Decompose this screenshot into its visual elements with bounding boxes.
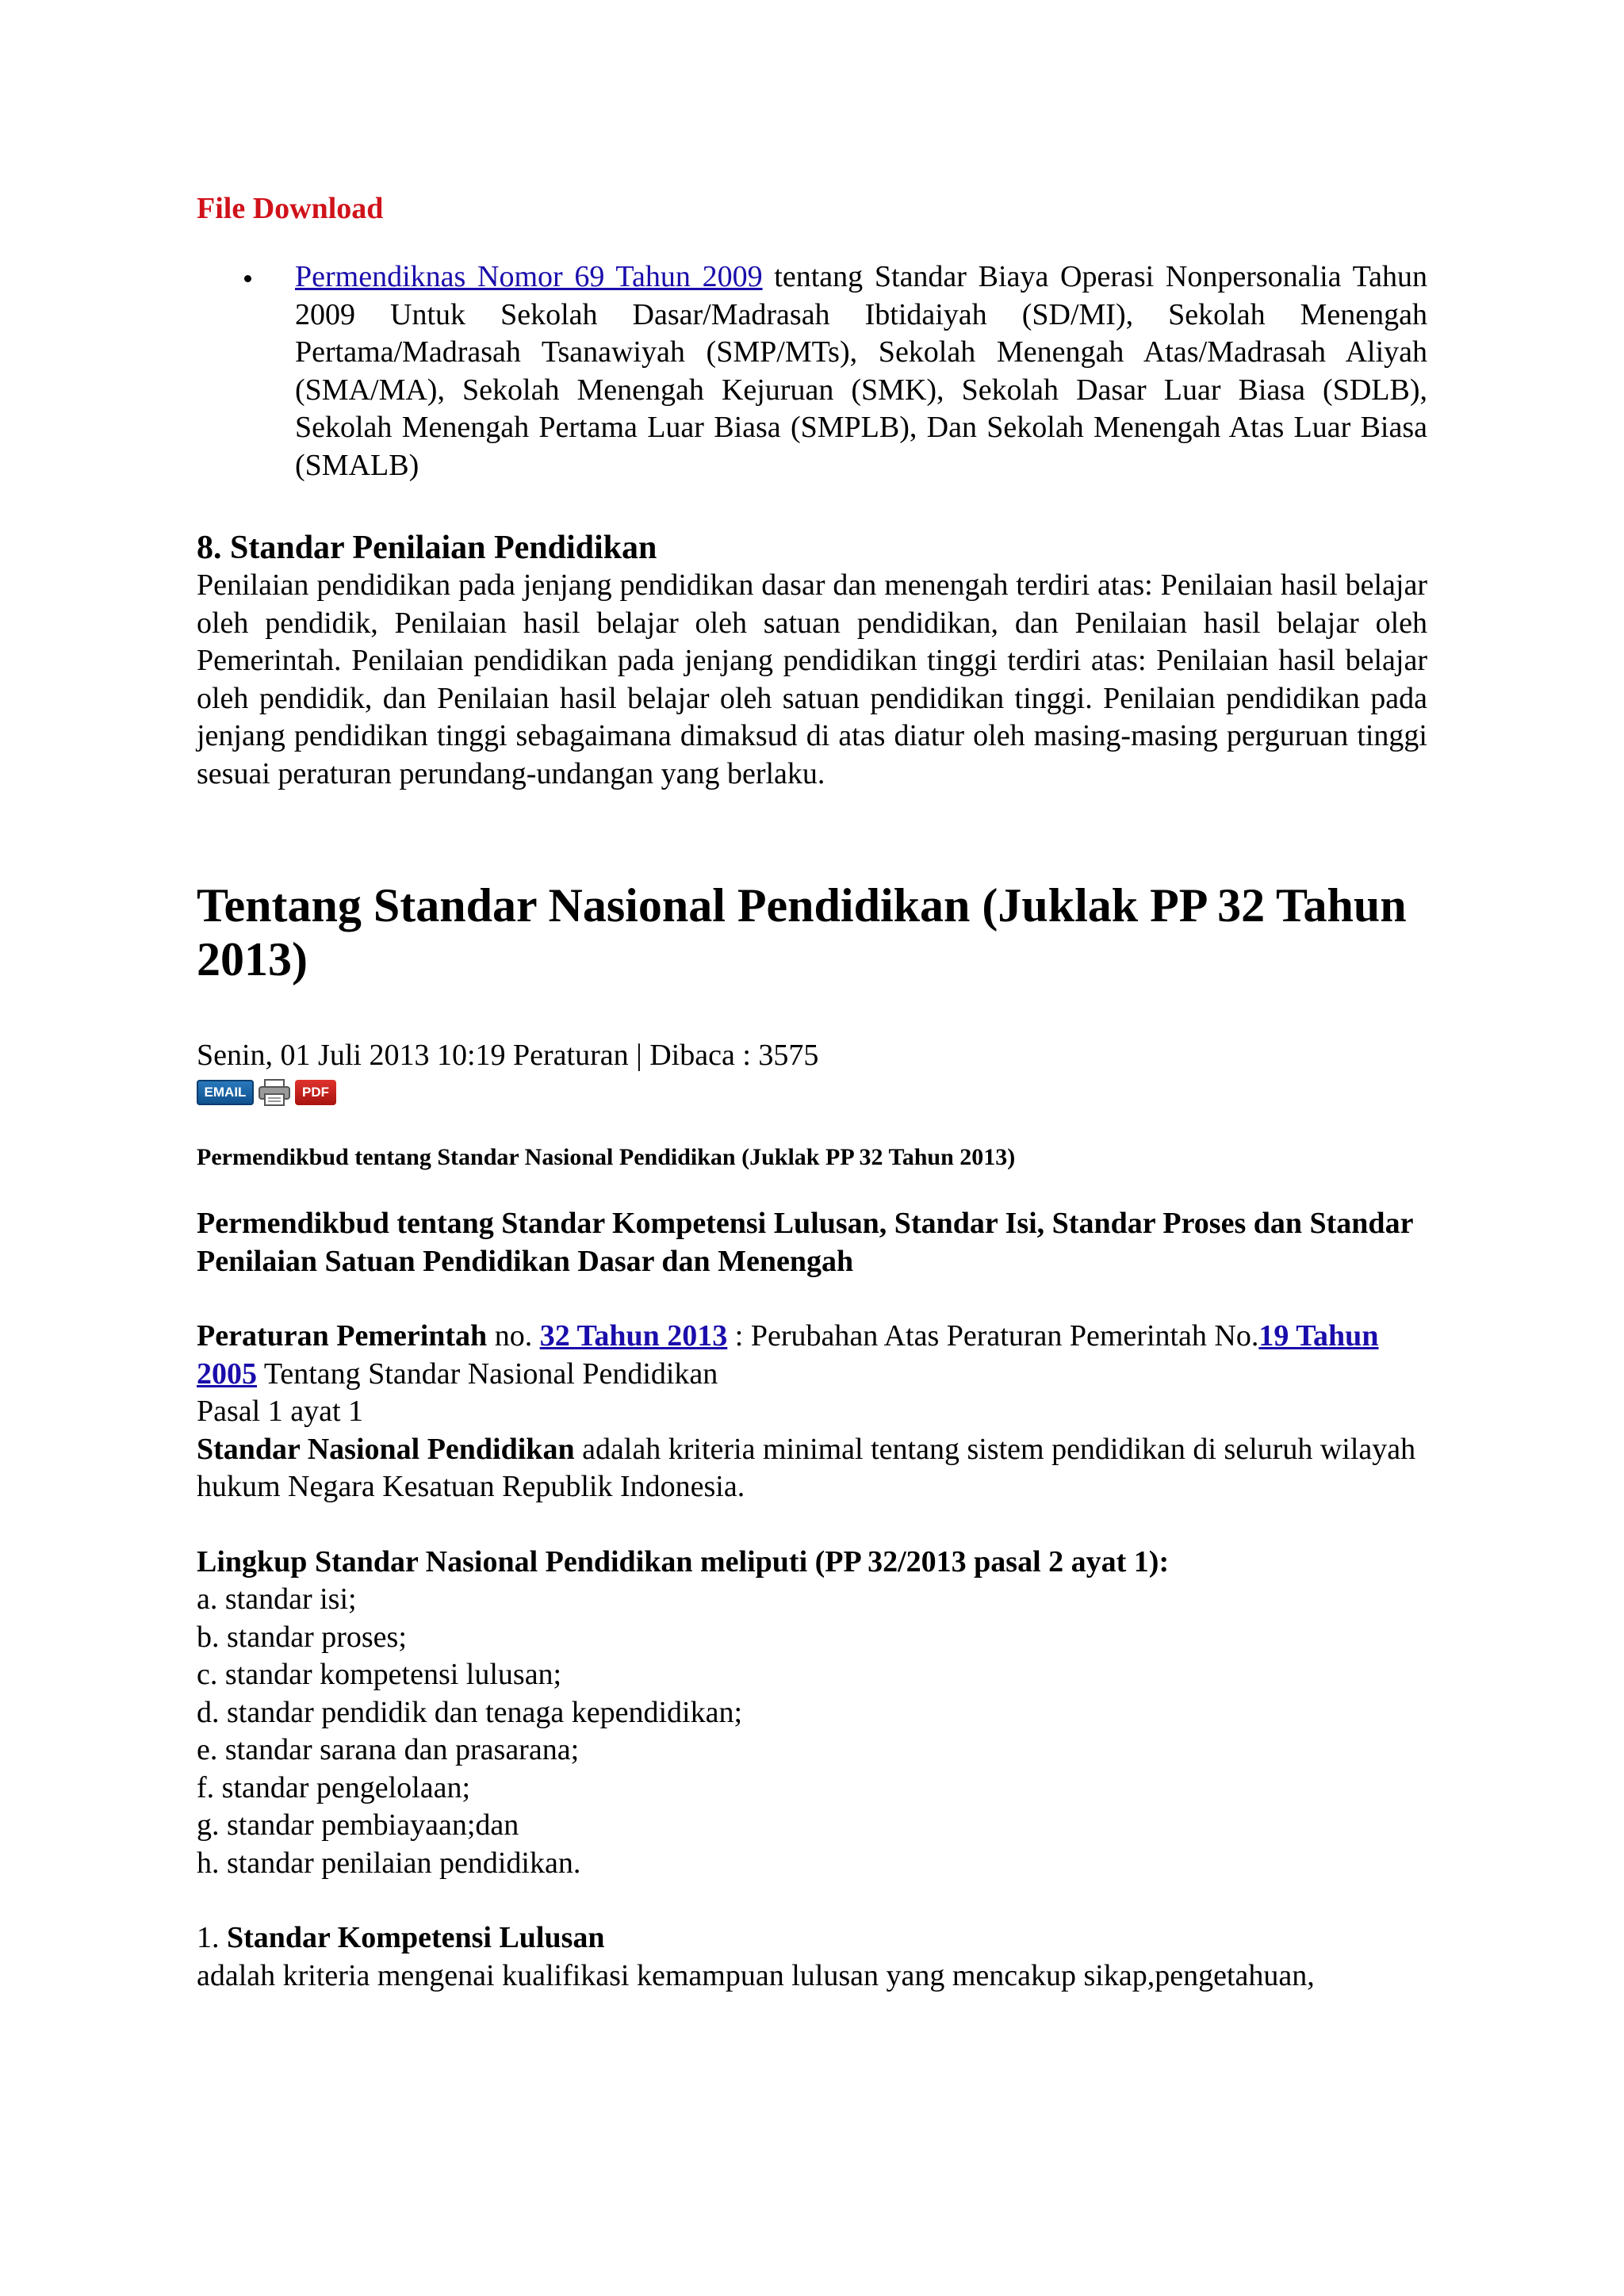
bullet-icon <box>244 275 251 282</box>
permendiknas-69-link[interactable]: Permendiknas Nomor 69 Tahun 2009 <box>295 260 763 293</box>
article-meta: Senin, 01 Juli 2013 10:19 Peraturan | Dibaca : 3575 <box>197 1039 819 1072</box>
article-subtitle: Permendikbud tentang Standar Nasional Pendidikan (Juklak PP 32 Tahun 2013) <box>197 1144 1016 1170</box>
regulation-prefix: Peraturan Pemerintah <box>197 1319 488 1353</box>
document-page <box>197 190 1427 1995</box>
pdf-icon[interactable]: PDF <box>295 1080 336 1105</box>
regulation-tail: Tentang Standar Nasional Pendidikan <box>257 1357 718 1391</box>
download-list <box>197 258 1427 484</box>
file-download-heading: File Download <box>197 192 384 225</box>
skl-number: 1. <box>197 1921 227 1954</box>
scope-heading: Lingkup Standar Nasional Pendidikan meliputi (PP 32/2013 pasal 2 ayat 1): <box>197 1544 1170 1578</box>
list-item: e. standar sarana dan prasarana; <box>197 1733 580 1766</box>
scope-section <box>197 1544 1427 1883</box>
pp-19-2005-link[interactable]: 19 Tahun 2005 <box>197 1319 1379 1391</box>
print-icon[interactable] <box>257 1078 292 1107</box>
pasal-line: Pasal 1 ayat 1 <box>197 1395 364 1428</box>
definition-term: Standar Nasional Pendidikan <box>197 1432 575 1466</box>
section-8-body: Penilaian pendidikan pada jenjang pendidikan dasar dan menengah terdiri atas: Penilaian hasil belajar oleh pendidik, Penilaian hasil belajar oleh satuan pendidikan, dan Penilaian hasil belajar oleh Pemerintah. Penilaian pendidikan pada jenjang pendidikan tinggi terdiri atas: Penilaian hasil belajar oleh pendidik, dan Penilaian hasil belajar oleh satuan pendidikan tinggi. Penilaian pendidikan pada jenjang pendidikan tinggi sebagaimana dimaksud di atas diatur oleh masing-masing perguruan tinggi sesuai peraturan perundang-undangan yang berlaku. <box>197 568 1427 790</box>
skl-section <box>197 1919 1427 1995</box>
list-item: f. standar pengelolaan; <box>197 1770 471 1804</box>
email-icon[interactable]: EMAIL <box>197 1080 254 1105</box>
article-subheading: Permendikbud tentang Standar Kompetensi Lulusan, Standar Isi, Standar Proses dan Standar Penilaian Satuan Pendidikan Dasar dan Menengah <box>197 1207 1413 1278</box>
list-item: d. standar pendidik dan tenaga kependidikan; <box>197 1695 743 1729</box>
regulation-paragraph <box>197 1318 1427 1506</box>
regulation-no: no. <box>487 1319 540 1353</box>
section-8-title: 8. Standar Penilaian Pendidikan <box>197 530 657 566</box>
pp-32-2013-link[interactable]: 32 Tahun 2013 <box>539 1319 728 1353</box>
list-item <box>197 258 1427 484</box>
share-icons <box>197 1077 1427 1108</box>
list-item: h. standar penilaian pendidikan. <box>197 1846 581 1880</box>
definition-text: adalah kriteria minimal tentang sistem pendidikan di seluruh wilayah hukum Negara Kesatuan Republik Indonesia. <box>197 1432 1416 1503</box>
list-item: b. standar proses; <box>197 1620 407 1654</box>
regulation-middle: : Perubahan Atas Peraturan Pemerintah No. <box>727 1319 1259 1353</box>
article-title: Tentang Standar Nasional Pendidikan (Juklak PP 32 Tahun 2013) <box>197 879 1407 985</box>
list-item: c. standar kompetensi lulusan; <box>197 1658 562 1691</box>
definition-line <box>197 1431 1427 1506</box>
skl-text: adalah kriteria mengenai kualifikasi kemampuan lulusan yang mencakup sikap,pengetahuan, <box>197 1958 1315 1992</box>
list-item: a. standar isi; <box>197 1582 357 1616</box>
skl-heading <box>197 1919 1427 1957</box>
bullet-text: tentang Standar Biaya Operasi Nonpersonalia Tahun 2009 Untuk Sekolah Dasar/Madrasah Ibtidaiyah (SD/MI), Sekolah Menengah Pertama/Madrasah Tsanawiyah (SMP/MTs), Sekolah Menengah Atas/Madrasah Aliyah (SMA/MA), Sekolah Menengah Kejuruan (SMK), Sekolah Dasar Luar Biasa (SDLB), Sekolah Menengah Pertama Luar Biasa (SMPLB), Dan Sekolah Menengah Atas Luar Biasa (SMALB) <box>295 260 1427 482</box>
list-item: g. standar pembiayaan;dan <box>197 1808 519 1842</box>
skl-title: Standar Kompetensi Lulusan <box>227 1921 605 1954</box>
